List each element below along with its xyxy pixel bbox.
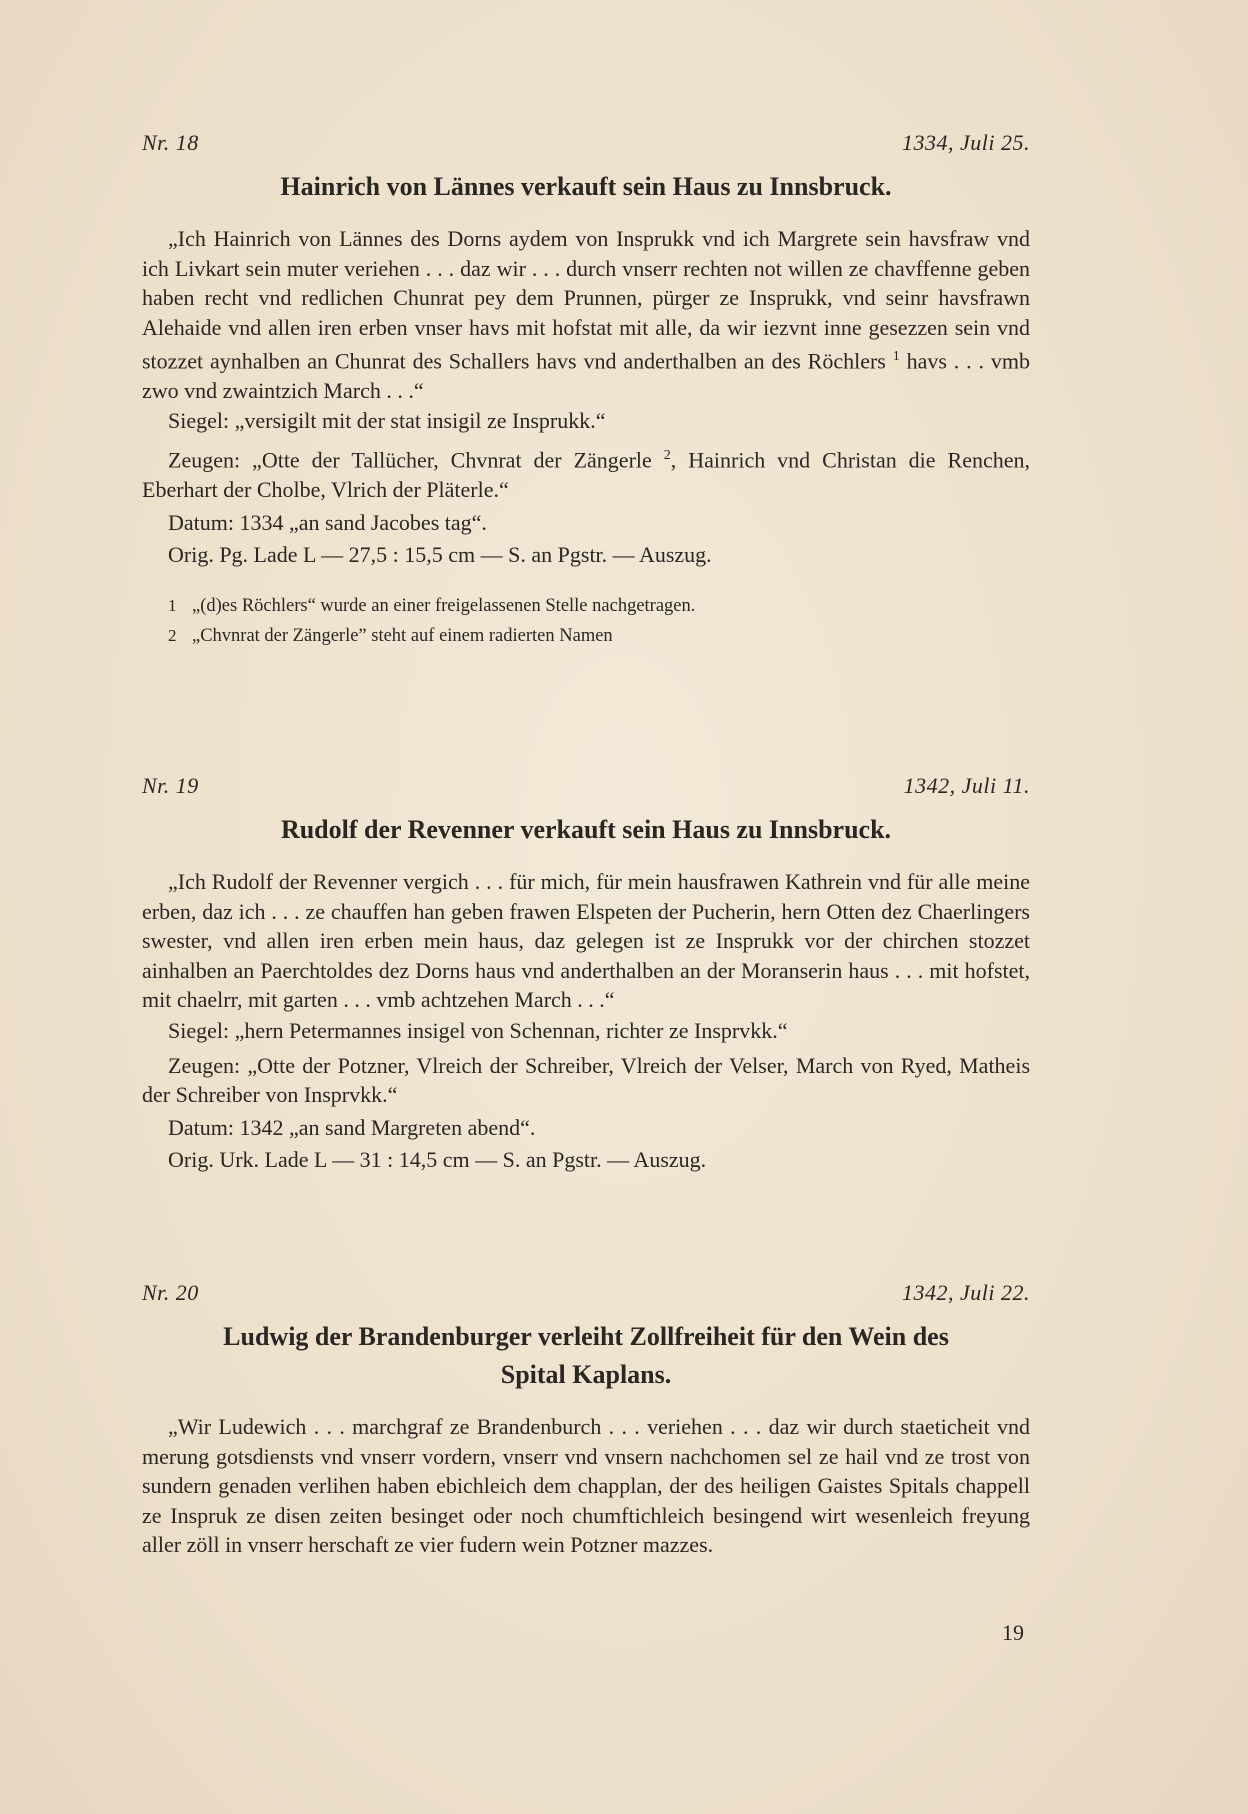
orig-line: Orig. Urk. Lade L — 31 : 14,5 cm — S. an Pgstr. — Auszug. bbox=[168, 1146, 707, 1172]
entry-header bbox=[142, 1280, 1030, 1306]
zeugen-line: Zeugen: „Otte der Tallücher, Chvnrat der Zängerle $^2$, Hainrich vnd Christan die Renchen, Eberhart der Cholbe, Vlrich der Pläterle.“ bbox=[142, 447, 1031, 503]
entry-number: Nr. 18 bbox=[142, 130, 199, 155]
footnote-ref: 1 bbox=[892, 349, 900, 364]
siegel-line: Siegel: „hern Petermannes insigel von Schennan, richter ze Insprvkk.“ bbox=[168, 1017, 788, 1043]
footnote: 2 „Chvnrat der Zängerle” steht auf einem radierten Namen bbox=[168, 625, 613, 646]
entry-title: Hainrich von Lännes verkauft sein Haus zu Innsbruck. bbox=[280, 172, 892, 201]
entry-header bbox=[142, 773, 1030, 799]
entry-date: 1342, Juli 22. bbox=[902, 1280, 1030, 1305]
entry-19 bbox=[142, 773, 1030, 1176]
entry-date: 1334, Juli 25. bbox=[902, 130, 1030, 155]
footnote-ref: 2 bbox=[663, 448, 671, 464]
entry-20 bbox=[142, 1280, 1030, 1560]
entry-18 bbox=[142, 130, 1030, 651]
orig-line: Orig. Pg. Lade L — 27,5 : 15,5 cm — S. an Pgstr. — Auszug. bbox=[168, 541, 712, 567]
entry-header bbox=[142, 130, 1030, 156]
entry-text: „Wir Ludewich . . . marchgraf ze Brandenburch . . . veriehen . . . daz wir durch staeticheit vnd merung gotsdiensts vnd vnserr vordern, vnserr vnd vnsern nachchomen sel ze hail vnd ze trost von sundern genaden verlihen haben ebichleich dem chapplan, der des heiligen Gaistes Spitals chappell ze Inspruk ze disen zeiten besinget oder noch chumftichleich besingend wirt wesenleich freyung aller zöll in vnserr herschaft ze vier fudern wein Potzner mazzes. bbox=[142, 1414, 1030, 1557]
page-number: 19 bbox=[1002, 1620, 1024, 1645]
entry-number: Nr. 20 bbox=[142, 1280, 199, 1305]
entry-title: Ludwig der Brandenburger verleiht Zollfreiheit für den Wein des Spital Kaplans. bbox=[223, 1322, 949, 1389]
entry-text: „Ich Hainrich von Lännes des Dorns aydem von Insprukk vnd ich Margrete sein havsfraw vnd ich Livkart sein muter veriehen . . . daz wir . . . durch vnserr rechten not willen ze chavffenne geben haben recht vnd redlichen Chunrat pey dem Prunnen, pürger ze Insprukk, vnd seinr havsfrawn Alehaide vnd allen iren erben vnser havs mit hofstat mit alle, da wir iezvnt inne gesezzen sein vnd stozzet aynhalben an Chunrat des Schallers havs vnd anderthalben an des Röchlers $^1$ havs . . . vmb zwo vnd zwaintzich March . . .“ bbox=[142, 226, 1031, 403]
entry-text: „Ich Rudolf der Revenner vergich . . . für mich, für mein hausfrawen Kathrein vnd für alle meine erben, daz ich . . . ze chauffen han geben frawen Elspeten der Pucherin, hern Otten dez Chaerlingers swester, vnd allen iren erben mein haus, daz gelegen ist ze Insprukk vor der chirchen stozzet ainhalben an Paerchtoldes dez Dorns haus vnd anderthalben an der Moranserin haus . . . mit hofstet, mit chaelrr, mit garten . . . vmb achtzehen March . . .“ bbox=[142, 869, 1030, 1012]
entry-number: Nr. 19 bbox=[142, 773, 199, 798]
footnote: 1 „(d)es Röchlers“ wurde an einer freigelassenen Stelle nachgetragen. bbox=[168, 595, 696, 616]
zeugen-line: Zeugen: „Otte der Potzner, Vlreich der Schreiber, Vlreich der Velser, March von Ryed, Matheis der Schreiber von Insprvkk.“ bbox=[142, 1052, 1030, 1107]
datum-line: Datum: 1334 „an sand Jacobes tag“. bbox=[168, 509, 487, 535]
siegel-line: Siegel: „versigilt mit der stat insigil ze Insprukk.“ bbox=[168, 408, 606, 434]
entry-date: 1342, Juli 11. bbox=[903, 773, 1030, 798]
entry-title: Rudolf der Revenner verkauft sein Haus zu Innsbruck. bbox=[280, 815, 892, 844]
datum-line: Datum: 1342 „an sand Margreten abend“. bbox=[168, 1114, 536, 1140]
footnotes bbox=[142, 591, 1030, 651]
